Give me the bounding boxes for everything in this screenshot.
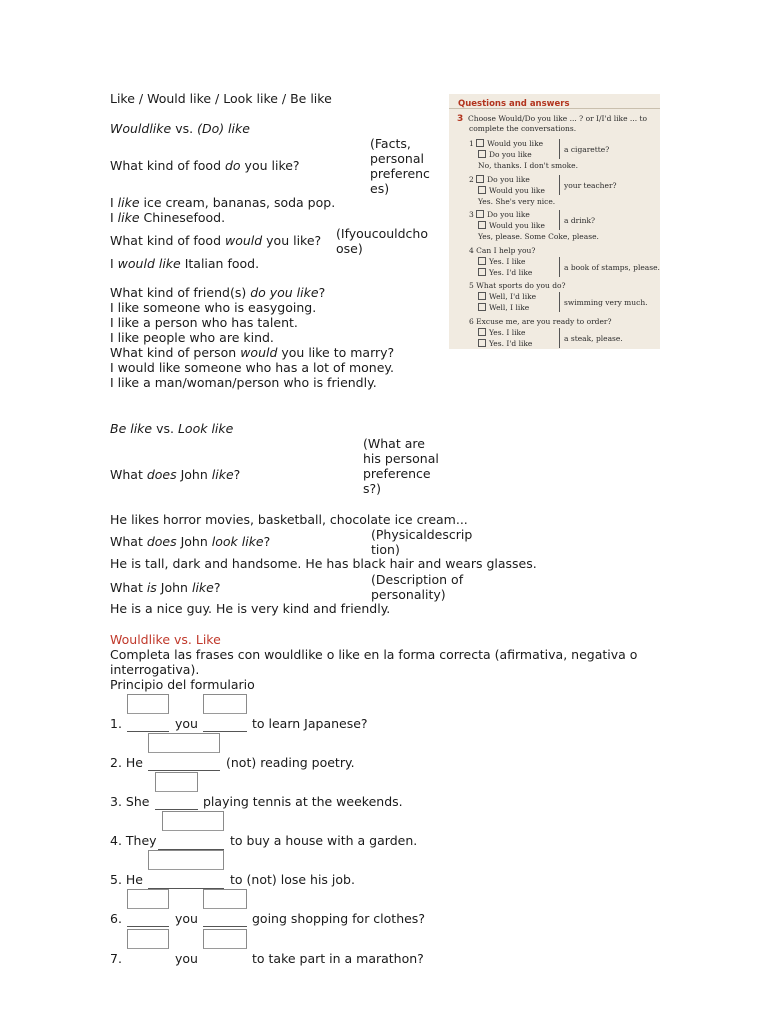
note-personality: (Description of personality) xyxy=(371,572,464,602)
textbook-q6-option1: Yes. I like xyxy=(478,328,525,337)
note-facts: (Facts, personal preferenc es) xyxy=(370,136,430,196)
blank-underline xyxy=(203,731,247,732)
section-heading-wouldlike: Wouldlike vs. (Do) like xyxy=(110,121,250,136)
exercise-item-text: to buy a house with a garden. xyxy=(230,833,418,848)
textbook-q4-option1: Yes. I like xyxy=(478,257,525,266)
form-start-label: Principio del formulario xyxy=(110,677,255,692)
answer-would-like-italian: I would like Italian food. xyxy=(110,256,260,271)
answer-input-6b[interactable] xyxy=(203,889,247,909)
textbook-bracket xyxy=(559,257,560,277)
question-friends: What kind of friend(s) do you like? xyxy=(110,285,326,300)
answer-john-likes: He likes horror movies, basketball, chocolate ice cream... xyxy=(110,512,468,527)
exercise-item-number: 3. She xyxy=(110,794,150,809)
textbook-q1-option1: 1 Would you like xyxy=(469,139,544,148)
note-if-you-could: (Ifyoucouldcho ose) xyxy=(336,226,429,256)
textbook-q4-option2: Yes. I'd like xyxy=(478,268,532,277)
textbook-q6-prompt: 6 Excuse me, are you ready to order? xyxy=(469,317,612,326)
exercise-item-text: to (not) lose his job. xyxy=(230,872,355,887)
blank-underline xyxy=(203,926,247,927)
textbook-q3-option2: Would you like xyxy=(478,221,545,230)
textbook-instructions: 3 Choose Would/Do you like ... ? or I/I'd like ... to xyxy=(457,114,647,124)
page-title: Like / Would like / Look like / Be like xyxy=(110,91,332,106)
blank-underline xyxy=(148,770,220,771)
exercise-item-number: 1. xyxy=(110,716,122,731)
textbook-q4-prompt: 4 Can I help you? xyxy=(469,246,536,255)
answer-input-1b[interactable] xyxy=(203,694,247,714)
textbook-q1-object: a cigarette? xyxy=(564,145,610,154)
note-physical-description: (Physicaldescrip tion) xyxy=(371,527,473,557)
textbook-q6-option2: Yes. I'd like xyxy=(478,339,532,348)
question-marry: What kind of person would you like to marry? xyxy=(110,345,395,360)
exercise-title: Wouldlike vs. Like xyxy=(110,632,221,647)
answer-input-1a[interactable] xyxy=(127,694,169,714)
answer-like-chinese: I like Chinesefood. xyxy=(110,210,226,225)
exercise-item-subject: you xyxy=(175,951,198,966)
answer-input-6a[interactable] xyxy=(127,889,169,909)
textbook-q2-answer: Yes. She's very nice. xyxy=(478,197,556,206)
exercise-instructions: Completa las frases con wouldlike o like en la forma correcta (afirmativa, negativa o interrogativa). xyxy=(110,647,638,677)
textbook-bracket xyxy=(559,328,560,348)
textbook-q5-object: swimming very much. xyxy=(564,298,648,307)
text-line: I like someone who is easygoing. xyxy=(110,300,317,315)
exercise-item-text: to learn Japanese? xyxy=(252,716,368,731)
textbook-q2-option2: Would you like xyxy=(478,186,545,195)
textbook-q4-object: a book of stamps, please. xyxy=(564,263,660,272)
text-line: I like people who are kind. xyxy=(110,330,274,345)
answer-input-7b[interactable] xyxy=(203,929,247,949)
answer-input-4[interactable] xyxy=(162,811,224,831)
section-heading-be-like: Be like vs. Look like xyxy=(110,421,234,436)
exercise-item-text: playing tennis at the weekends. xyxy=(203,794,403,809)
exercise-item-subject: you xyxy=(175,716,198,731)
question-john-like: What does John like? xyxy=(110,467,241,482)
textbook-q3-option1: 3 Do you like xyxy=(469,210,530,219)
textbook-q2-object: your teacher? xyxy=(564,181,617,190)
textbook-bracket xyxy=(559,139,560,159)
answer-input-5[interactable] xyxy=(148,850,224,870)
blank-underline xyxy=(155,809,198,810)
answer-john-is: He is a nice guy. He is very kind and friendly. xyxy=(110,601,391,616)
note-personal-preferences: (What are his personal preference s?) xyxy=(363,436,439,496)
answer-like-ice-cream: I like ice cream, bananas, soda pop. xyxy=(110,195,336,210)
exercise-item-subject: you xyxy=(175,911,198,926)
textbook-q1-option2: Do you like xyxy=(478,150,532,159)
answer-input-7a[interactable] xyxy=(127,929,169,949)
answer-input-3[interactable] xyxy=(155,772,198,792)
blank-underline xyxy=(127,926,169,927)
textbook-q1-answer: No, thanks. I don't smoke. xyxy=(478,161,578,170)
exercise-item-number: 7. xyxy=(110,951,122,966)
textbook-q3-answer: Yes, please. Some Coke, please. xyxy=(478,232,599,241)
textbook-instructions-2: complete the conversations. xyxy=(469,124,577,133)
text-line: I like a man/woman/person who is friendly. xyxy=(110,375,377,390)
textbook-header-rule xyxy=(449,108,660,109)
question-john-is-like: What is John like? xyxy=(110,580,221,595)
question-john-look-like: What does John look like? xyxy=(110,534,271,549)
exercise-item-number: 4. They xyxy=(110,833,157,848)
answer-input-2[interactable] xyxy=(148,733,220,753)
question-food-would: What kind of food would you like? xyxy=(110,233,322,248)
exercise-item-text: going shopping for clothes? xyxy=(252,911,425,926)
textbook-bracket xyxy=(559,210,560,230)
textbook-bracket xyxy=(559,292,560,312)
question-food-do: What kind of food do you like? xyxy=(110,158,300,173)
textbook-q6-object: a steak, please. xyxy=(564,334,623,343)
blank-underline xyxy=(127,731,169,732)
textbook-header: Questions and answers xyxy=(458,99,570,109)
exercise-item-number: 5. He xyxy=(110,872,143,887)
answer-john-looks: He is tall, dark and handsome. He has black hair and wears glasses. xyxy=(110,556,537,571)
textbook-q5-option2: Well, I like xyxy=(478,303,529,312)
exercise-item-number: 6. xyxy=(110,911,122,926)
textbook-q3-object: a drink? xyxy=(564,216,596,225)
textbook-q2-option1: 2 Do you like xyxy=(469,175,530,184)
exercise-item-number: 2. He xyxy=(110,755,143,770)
exercise-item-text: (not) reading poetry. xyxy=(226,755,355,770)
text-line: I like a person who has talent. xyxy=(110,315,298,330)
textbook-q5-option1: Well, I'd like xyxy=(478,292,536,301)
text-line: I would like someone who has a lot of money. xyxy=(110,360,395,375)
textbook-bracket xyxy=(559,175,560,195)
textbook-q5-prompt: 5 What sports do you do? xyxy=(469,281,566,290)
textbook-excerpt-image xyxy=(449,94,660,349)
exercise-item-text: to take part in a marathon? xyxy=(252,951,424,966)
